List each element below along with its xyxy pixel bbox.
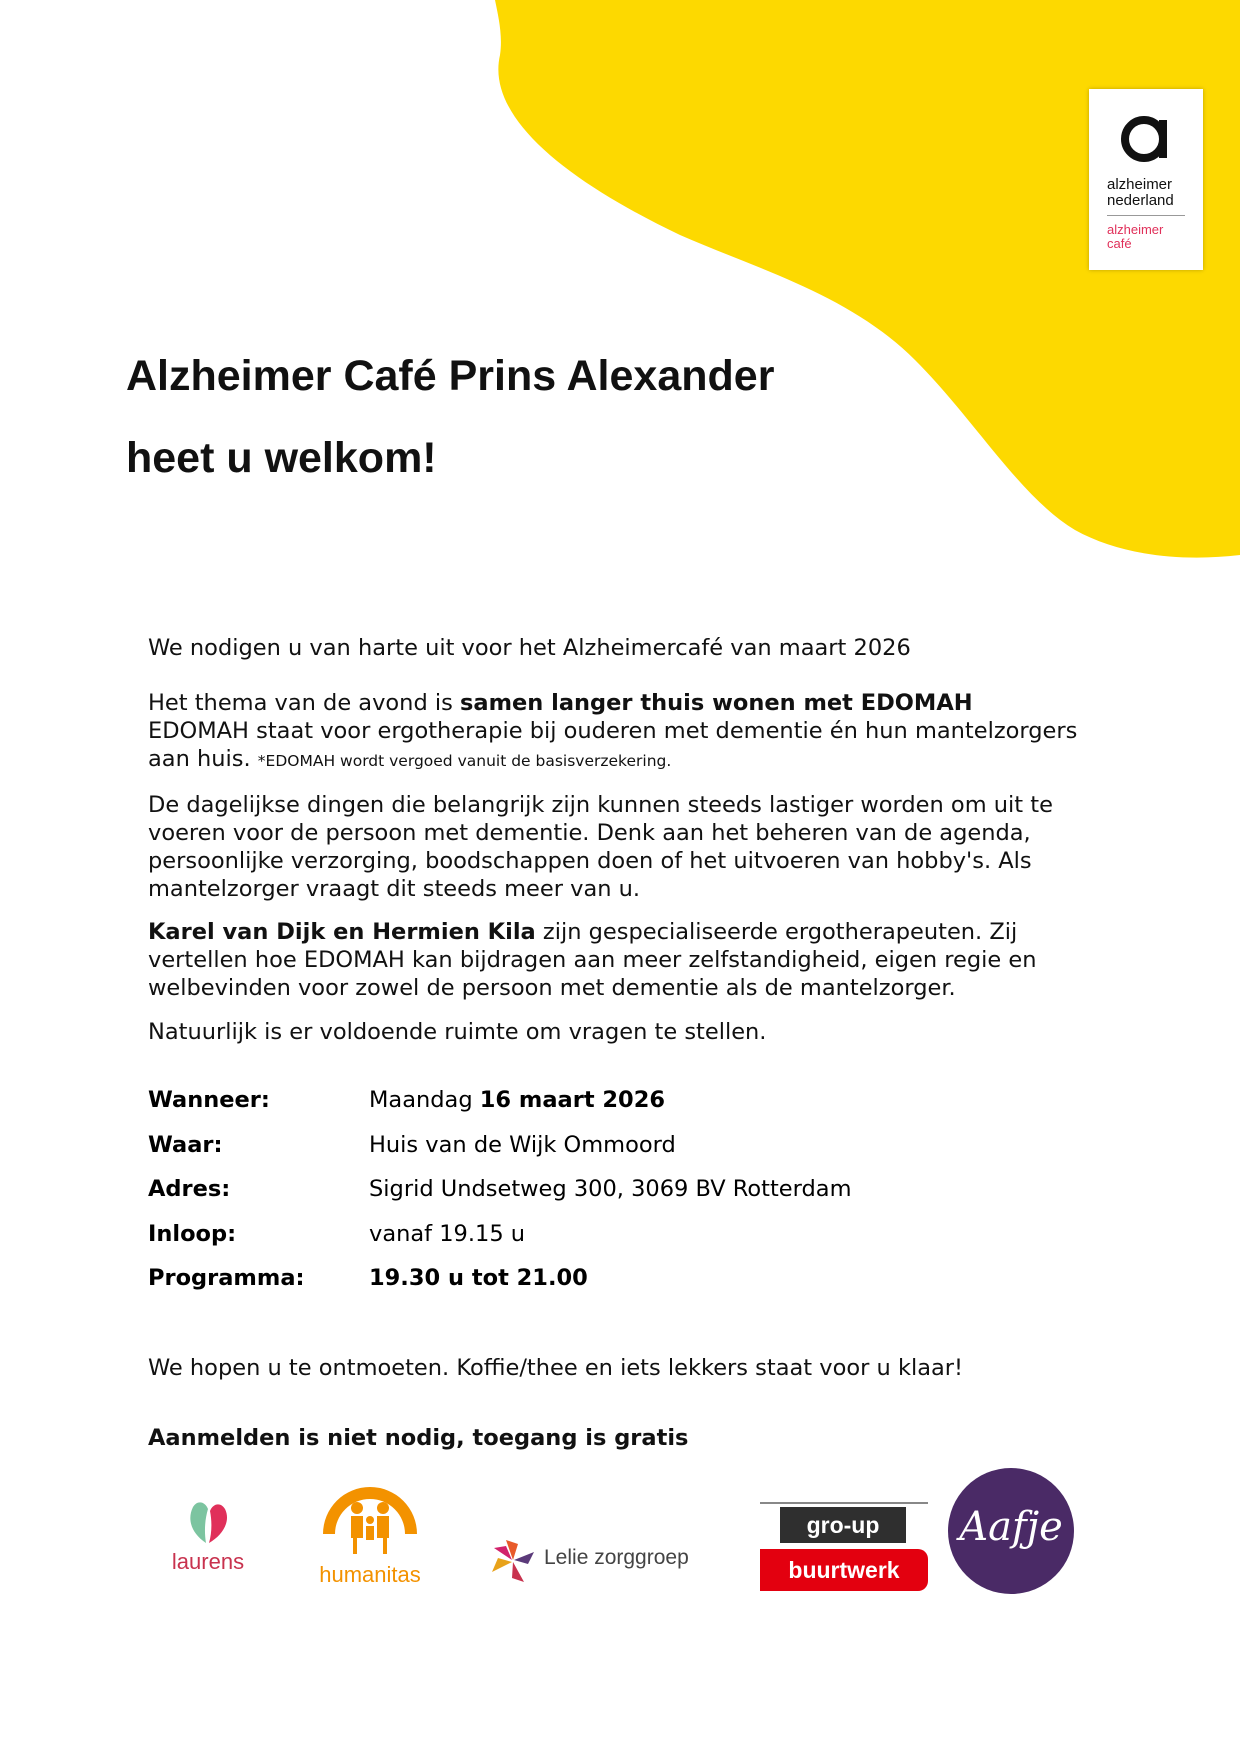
theme-bold: samen langer thuis wonen met EDOMAH — [460, 690, 973, 716]
registration-paragraph — [148, 1424, 1088, 1452]
address-label: Adres: — [148, 1176, 231, 1202]
logo-divider — [1107, 215, 1185, 216]
laurens-label: laurens — [171, 1549, 245, 1574]
laurens-heart-icon — [183, 1495, 233, 1545]
lelie-flower-icon — [490, 1538, 536, 1584]
humanitas-people-icon — [317, 1478, 423, 1558]
gro-up-label: gro-up — [780, 1507, 906, 1543]
intro-text: We nodigen u van harte uit voor het Alzheimercafé van maart 2026 — [148, 635, 911, 661]
speakers-paragraph — [148, 918, 1088, 1002]
lelie-zorggroep-logo — [490, 1536, 710, 1586]
aafje-logo — [948, 1468, 1074, 1594]
aafje-label: Aafje — [959, 1504, 1063, 1550]
address-value: Sigrid Undsetweg 300, 3069 BV Rotterdam — [369, 1176, 852, 1202]
humanitas-logo — [312, 1478, 428, 1590]
logo-cafe-line2: café — [1107, 236, 1132, 251]
theme-paragraph — [148, 689, 1088, 775]
where-value: Huis van de Wijk Ommoord — [369, 1131, 676, 1158]
intro-paragraph — [148, 634, 1088, 662]
when-day: Maandag — [369, 1087, 480, 1113]
questions-text: Natuurlijk is er voldoende ruimte om vragen te stellen. — [148, 1019, 767, 1045]
humanitas-label: humanitas — [319, 1562, 421, 1587]
closing-paragraph — [148, 1354, 1088, 1382]
page-title-line2: heet u welkom! — [126, 434, 437, 482]
logo-brand-line2: nederland — [1107, 192, 1174, 209]
program-label: Programma: — [148, 1265, 305, 1291]
theme-description: EDOMAH staat voor ergotherapie bij ouderen met dementie én hun mantelzorgers aan huis. — [148, 718, 1078, 772]
alzheimer-nederland-logo — [1089, 89, 1203, 270]
theme-footnote: *EDOMAH wordt vergoed vanuit de basisverzekering. — [257, 752, 672, 770]
buurtwerk-label: buurtwerk — [760, 1549, 928, 1591]
walkin-value: vanaf 19.15 u — [369, 1220, 526, 1247]
questions-paragraph — [148, 1018, 1088, 1046]
alzheimer-a-icon — [1119, 111, 1173, 165]
when-label: Wanneer: — [148, 1087, 270, 1113]
laurens-logo — [158, 1495, 258, 1575]
yellow-blob-decoration — [0, 0, 1240, 600]
where-label: Waar: — [148, 1131, 223, 1158]
theme-prefix: Het thema van de avond is — [148, 690, 461, 716]
closing-text: We hopen u te ontmoeten. Koffie/thee en iets lekkers staat voor u klaar! — [148, 1355, 964, 1381]
when-date: 16 maart 2026 — [479, 1087, 666, 1113]
lelie-label: Lelie zorggroep — [544, 1546, 689, 1569]
when-value — [369, 1087, 665, 1113]
logo-cafe-line1: alzheimer — [1107, 222, 1164, 237]
program-value: 19.30 u tot 21.00 — [369, 1265, 588, 1291]
daily-text: De dagelijkse dingen die belangrijk zijn kunnen steeds lastiger worden om uit te voeren voor de persoon met dementie. Denk aan het beheren van de agenda, persoonlijke verzorging, boodschappen doen of het uitvoeren van hobby's. Als mantelzorger vraagt dit steeds meer van u. — [148, 792, 1053, 902]
speaker-names: Karel van Dijk en Hermien Kila — [148, 919, 536, 945]
walkin-label: Inloop: — [148, 1220, 237, 1247]
speakers-text: zijn gespecialiseerde ergotherapeuten. Zij vertellen hoe EDOMAH kan bijdragen aan meer zelfstandigheid, eigen regie en welbevinden voor zowel de persoon met dementie als de mantelzorger. — [148, 919, 1037, 1001]
registration-text: Aanmelden is niet nodig, toegang is gratis — [148, 1425, 689, 1451]
logo-brand-line1: alzheimer — [1107, 176, 1173, 193]
gro-up-top-rule — [760, 1502, 928, 1504]
page-title-line1: Alzheimer Café Prins Alexander — [126, 352, 775, 400]
daily-paragraph — [148, 791, 1088, 903]
gro-up-buurtwerk-logo — [760, 1502, 928, 1594]
